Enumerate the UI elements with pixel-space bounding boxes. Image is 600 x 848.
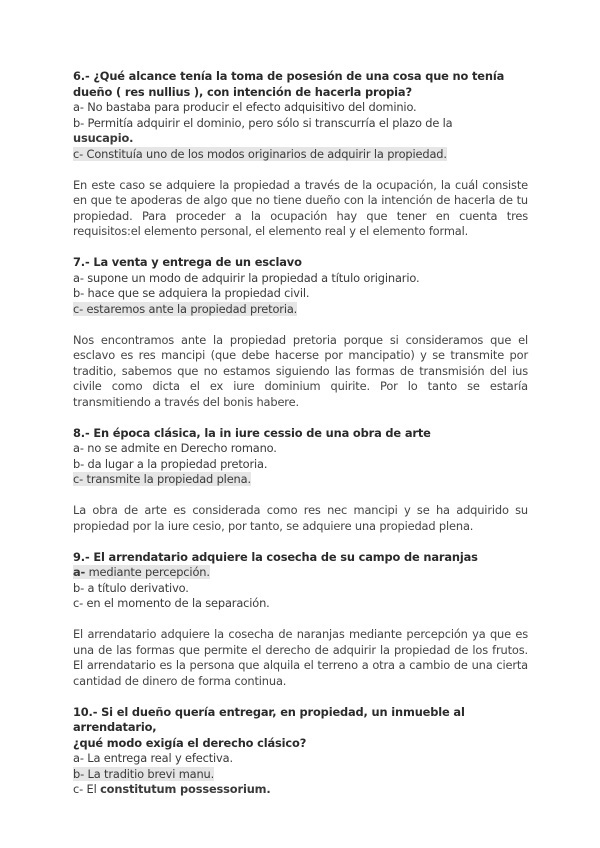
option-b: b- hace que se adquiera la propiedad civil. bbox=[73, 286, 310, 300]
option-a: a- No bastaba para producir el efecto adquisitivo del dominio. bbox=[73, 100, 417, 114]
option-a: a- supone un modo de adquirir la propiedad a título originario. bbox=[73, 270, 420, 285]
option-c bbox=[73, 302, 528, 318]
highlighted-answer: b- La traditio brevi manu. bbox=[73, 766, 215, 781]
question-title: 8.- En época clásica, la in iure cessio de una obra de arte bbox=[73, 425, 431, 440]
option-c: c- en el momento de la separación. bbox=[73, 596, 270, 610]
question-title: 7.- La venta y entrega de un esclavo bbox=[73, 255, 302, 269]
option-b bbox=[73, 767, 528, 783]
option-c bbox=[73, 472, 528, 488]
option-c-prefix: c- El bbox=[73, 782, 101, 796]
explanation-7: Nos encontramos ante la propiedad pretoria porque si consideramos que el esclavo es res mancipi (que debe hacerse por mancipatio) y se transmite por traditio, sabemos que no estamos siguiendo las formas de transmisión del ius civile como dicta el ex iure dominium quirite. Por lo tanto se estaría transmitiendo a través del bonis habere. bbox=[73, 332, 528, 409]
explanation-8: La obra de arte es considerada como res nec mancipi y se ha adquirido su propiedad por la iure cesio, por tanto, se adquiere una propiedad plena. bbox=[73, 503, 528, 533]
option-c-bold: constitutum possessorium. bbox=[100, 782, 271, 796]
explanation-9: El arrendatario adquiere la cosecha de naranjas mediante percepción ya que es una de las formas que permite el derecho de adquirir la propiedad de los frutos. El arrendatario es la persona que alquila el terreno a otra a cambio de una cierta cantidad de dinero de forma continua. bbox=[73, 627, 528, 688]
question-10 bbox=[73, 705, 528, 798]
question-title-line-1: 10.- Si el dueño quería entregar, en propiedad, un inmueble al arrendatario, bbox=[73, 704, 465, 734]
option-a: a- no se admite en Derecho romano. bbox=[73, 441, 277, 455]
explanation-6: En este caso se adquiere la propiedad a través de la ocupación, la cuál consiste en que te apoderas de algo que no tiene dueño con la intención de hacerla de tu propiedad. Para proceder a la ocupación hay que tener en cuenta tres requisitos:el elemento personal, el elemento real y el elemento formal. bbox=[73, 177, 528, 238]
question-title: 6.- ¿Qué alcance tenía la toma de posesión de una cosa que no tenía dueño ( res nullius ), con intención de hacerla propia? bbox=[73, 69, 505, 99]
highlighted-answer bbox=[73, 565, 210, 579]
question-title-line-2: ¿qué modo exigía el derecho clásico? bbox=[73, 735, 307, 750]
question-9 bbox=[73, 550, 528, 612]
highlighted-answer: c- Constituía uno de los modos originarios de adquirir la propiedad. bbox=[73, 146, 447, 161]
question-8 bbox=[73, 426, 528, 488]
option-b bbox=[73, 116, 528, 147]
option-c bbox=[73, 782, 528, 798]
highlighted-answer: c- estaremos ante la propiedad pretoria. bbox=[73, 301, 298, 316]
option-a: a- La entrega real y efectiva. bbox=[73, 751, 233, 765]
option-b-text: b- Permitía adquirir el dominio, pero sólo si transcurría el plazo de la bbox=[73, 115, 453, 130]
option-b: b- da lugar a la propiedad pretoria. bbox=[73, 456, 268, 471]
question-7 bbox=[73, 255, 528, 317]
option-b-continued: usucapio. bbox=[73, 131, 134, 145]
question-6 bbox=[73, 69, 528, 162]
option-b: b- a título derivativo. bbox=[73, 580, 189, 595]
option-a-prefix: a- bbox=[73, 565, 86, 579]
option-a-text: mediante percepción. bbox=[85, 565, 210, 579]
option-c bbox=[73, 147, 528, 163]
question-title: 9.- El arrendatario adquiere la cosecha de su campo de naranjas bbox=[73, 549, 478, 564]
highlighted-answer: c- transmite la propiedad plena. bbox=[73, 472, 251, 486]
option-a bbox=[73, 565, 528, 581]
question-title bbox=[73, 705, 528, 752]
